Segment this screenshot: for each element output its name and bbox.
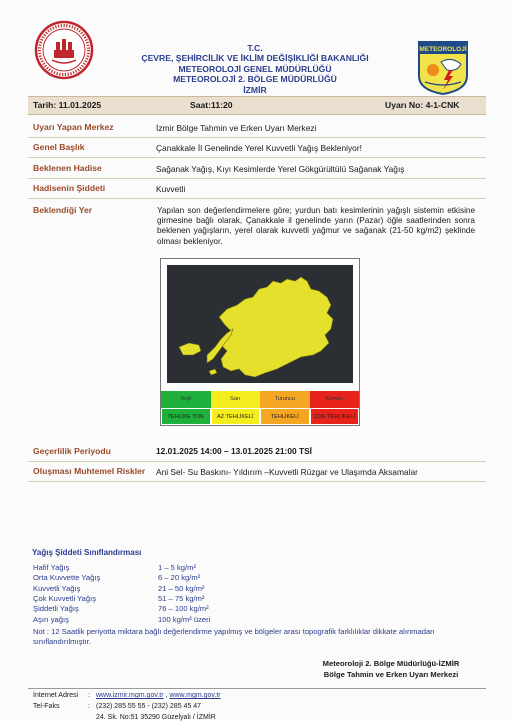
classification-item-value: 1 – 5 kg/m²	[158, 563, 196, 572]
info-bar	[28, 96, 486, 115]
risks-value: Ani Sel- Su Baskını- Yıldırım –Kuvvetli Rüzgar ve Ulaşımda Aksamalar	[156, 467, 418, 477]
classification-title: Yağış Şiddeti Sınıflandırması	[32, 548, 142, 557]
classification-item-name: Çok Kuvvetli Yağış	[33, 593, 97, 603]
footer-address-value: 24. Sk. No:51 35290 Güzelyalı / İZMİR	[96, 714, 216, 721]
footer-web-link-2[interactable]: www.mgm.gov.tr	[169, 692, 221, 699]
classification-item-name: Hafif Yağış	[33, 563, 70, 572]
validity-value: 12.01.2025 14:00 – 13.01.2025 21:00 TSİ	[156, 446, 312, 456]
expected-event-label: Beklenen Hadise	[33, 163, 102, 173]
warning-number: Uyarı No: 4-1-CNK	[385, 100, 460, 110]
legend-color-name: Turuncu	[260, 391, 310, 408]
general-title-value: Çanakkale İl Genelinde Yerel Kuvvetli Yağış Bekleniyor!	[156, 143, 362, 153]
header-ministry: ÇEVRE, ŞEHİRCİLİK VE İKLİM DEĞİŞİKLİĞİ BAKANLIĞI	[141, 53, 369, 64]
document-header	[100, 43, 410, 95]
footer-web-label: İnternet Adresi	[33, 692, 79, 699]
classification-item-value: 100 kg/m² üzeri	[158, 614, 211, 624]
footer-colon: :	[88, 703, 90, 710]
expected-place-label: Beklendiği Yer	[33, 205, 93, 215]
header-tc: T.C.	[247, 43, 263, 53]
footer-web-sep: ,	[163, 692, 170, 699]
meteorology-logo-text: METEOROLOJİ	[419, 46, 467, 53]
classification-note: Not : 12 Saatlik periyotta miktara bağlı değerlendirme yapılmış ve bölgeler arası topografik farklılıklar dikkate alınmadan sınıflandırılmıştır.	[33, 627, 435, 646]
footer-web-link-1[interactable]: www.izmir.mgm.gov.tr	[96, 692, 164, 699]
divider	[28, 461, 486, 462]
classification-item-value: 6 – 20 kg/m²	[158, 573, 201, 583]
legend-color-name: Yeşil	[161, 391, 211, 408]
warning-date: Tarih: 11.01.2025	[33, 100, 102, 110]
legend-color-name: Sarı	[211, 391, 261, 408]
classification-item-value: 51 – 75 kg/m²	[158, 593, 205, 603]
divider	[28, 481, 486, 482]
divider	[28, 178, 486, 179]
validity-label: Geçerlilik Periyodu	[33, 446, 111, 456]
classification-item-name: Orta Kuvvette Yağış	[33, 573, 101, 583]
classification-item-name: Kuvvetli Yağış	[33, 583, 81, 593]
signature-line-2: Bölge Tahmin ve Erken Uyarı Merkezi	[323, 670, 459, 679]
meteorology-logo	[417, 40, 469, 96]
legend-level: AZ TEHLİKELİ	[211, 408, 261, 425]
legend-level: TEHLİKE YOK	[161, 408, 211, 425]
risks-label: Oluşması Muhtemel Riskler	[33, 466, 146, 476]
footer-colon: :	[88, 692, 90, 699]
footer-phone-label: Tel-Faks	[33, 703, 60, 710]
signature-block	[300, 658, 482, 680]
legend-level: TEHLİKELİ	[260, 408, 310, 425]
issuing-center-label: Uyarı Yapan Merkez	[33, 122, 114, 132]
header-directorate: METEOROLOJİ GENEL MÜDÜRLÜĞÜ	[178, 63, 332, 74]
classification-item-value: 21 – 50 kg/m²	[158, 583, 205, 593]
signature-line-1: Meteoroloji 2. Bölge Müdürlüğü-İZMİR	[322, 659, 460, 668]
expected-place-text: Yapılan son değerlendirmelere göre; yurdun batı kesimlerinin yağışlı sistemin etkisine girmesine bağlı olarak, Çanakkale il genelinde yarın (Pazar) öğle saatlerinden sonra beklenen yağışların, yerel olarak kuvvetli yağmur ve sağanak (21-50 kg/m2) şeklinde olması bekleniyor.	[157, 206, 475, 246]
legend-color-name: Kırmızı	[310, 391, 360, 408]
header-city: İZMİR	[243, 84, 267, 95]
severity-label: Hadisenin Şiddeti	[33, 183, 106, 193]
severity-value: Kuvvetli	[156, 184, 186, 194]
issuing-center-value: İzmir Bölge Tahmin ve Erken Uyarı Merkezi	[156, 123, 317, 133]
divider	[28, 137, 486, 138]
legend-level: ÇOK TEHLİKELİ	[310, 408, 360, 425]
warning-time: Saat:11:20	[190, 100, 233, 110]
divider	[28, 157, 486, 158]
divider	[28, 198, 486, 199]
header-region: METEOROLOJİ 2. BÖLGE MÜDÜRLÜĞÜ	[173, 74, 337, 85]
classification-item-name: Aşırı yağış	[33, 614, 69, 624]
footer-web-links	[96, 692, 221, 699]
classification-item-name: Şiddetli Yağış	[33, 604, 79, 614]
ministry-logo	[34, 20, 94, 80]
classification-item-value: 76 – 100 kg/m²	[158, 604, 209, 614]
footer-phone-value: (232) 285 55 55 - (232) 285 45 47	[96, 703, 202, 710]
expected-event-value: Sağanak Yağış, Kıyı Kesimlerde Yerel Gökgürültülü Sağanak Yağış	[156, 164, 405, 174]
footer-divider	[28, 688, 486, 689]
general-title-label: Genel Başlık	[33, 142, 85, 152]
